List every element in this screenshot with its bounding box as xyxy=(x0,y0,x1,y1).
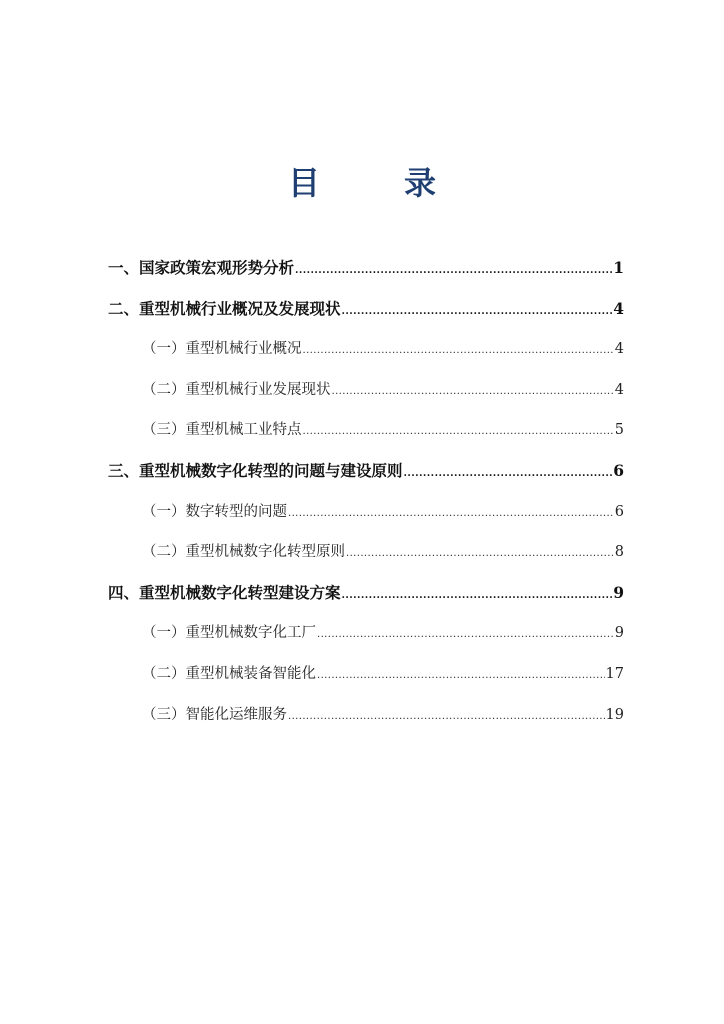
toc-leader-dots xyxy=(342,578,613,614)
toc-page-number: 8 xyxy=(614,544,624,561)
toc-entry[interactable] xyxy=(108,575,624,616)
toc-entry[interactable] xyxy=(108,250,624,291)
toc-entry[interactable] xyxy=(108,412,624,453)
table-of-contents xyxy=(108,250,624,737)
toc-entry-text: （一）数字转型的问题 xyxy=(142,503,287,520)
toc-entry-text: （三）重型机械工业特点 xyxy=(142,422,302,439)
toc-leader-dots xyxy=(404,456,613,492)
toc-page-number: 4 xyxy=(613,298,624,318)
toc-leader-dots xyxy=(288,699,605,735)
toc-page-number: 4 xyxy=(614,341,624,358)
toc-page-number: 9 xyxy=(613,582,624,602)
toc-entry[interactable] xyxy=(108,615,624,656)
toc-leader-dots xyxy=(295,253,612,289)
toc-leader-dots xyxy=(332,374,614,410)
toc-entry-text: 三、重型机械数字化转型的问题与建设原则 xyxy=(108,460,403,480)
toc-page-number: 4 xyxy=(614,381,624,398)
toc-entry-text: （一）重型机械行业概况 xyxy=(142,341,302,358)
toc-leader-dots xyxy=(288,496,614,532)
toc-entry-text: 一、国家政策宏观形势分析 xyxy=(108,258,295,277)
toc-page-number: 9 xyxy=(614,625,624,642)
toc-page-number: 5 xyxy=(614,422,624,439)
toc-entry-text: 二、重型机械行业概况及发展现状 xyxy=(108,298,341,318)
toc-entry[interactable] xyxy=(108,453,624,494)
toc-entry-text: （二）重型机械数字化转型原则 xyxy=(142,544,345,561)
toc-entry[interactable] xyxy=(108,291,624,332)
toc-page-number: 1 xyxy=(613,258,624,277)
toc-entry[interactable] xyxy=(108,372,624,413)
toc-leader-dots xyxy=(317,617,614,653)
toc-entry[interactable] xyxy=(108,534,624,575)
toc-leader-dots xyxy=(303,414,614,450)
toc-entry[interactable] xyxy=(108,656,624,697)
toc-page-number: 19 xyxy=(605,706,624,723)
toc-leader-dots xyxy=(346,536,614,572)
toc-entry-text: （二）重型机械装备智能化 xyxy=(142,665,316,682)
toc-page-number: 17 xyxy=(605,665,624,682)
toc-page-number: 6 xyxy=(614,503,624,520)
toc-entry-text: （三）智能化运维服务 xyxy=(142,706,287,723)
toc-entry[interactable] xyxy=(108,331,624,372)
toc-entry[interactable] xyxy=(108,697,624,738)
toc-leader-dots xyxy=(342,294,613,330)
toc-leader-dots xyxy=(317,658,605,694)
toc-title: 目 录 xyxy=(287,164,462,202)
toc-entry-text: （二）重型机械行业发展现状 xyxy=(142,381,331,398)
toc-page-number: 6 xyxy=(613,460,624,480)
toc-entry-text: （一）重型机械数字化工厂 xyxy=(142,625,316,642)
toc-leader-dots xyxy=(303,333,614,369)
toc-entry[interactable] xyxy=(108,494,624,535)
toc-entry-text: 四、重型机械数字化转型建设方案 xyxy=(108,582,341,602)
